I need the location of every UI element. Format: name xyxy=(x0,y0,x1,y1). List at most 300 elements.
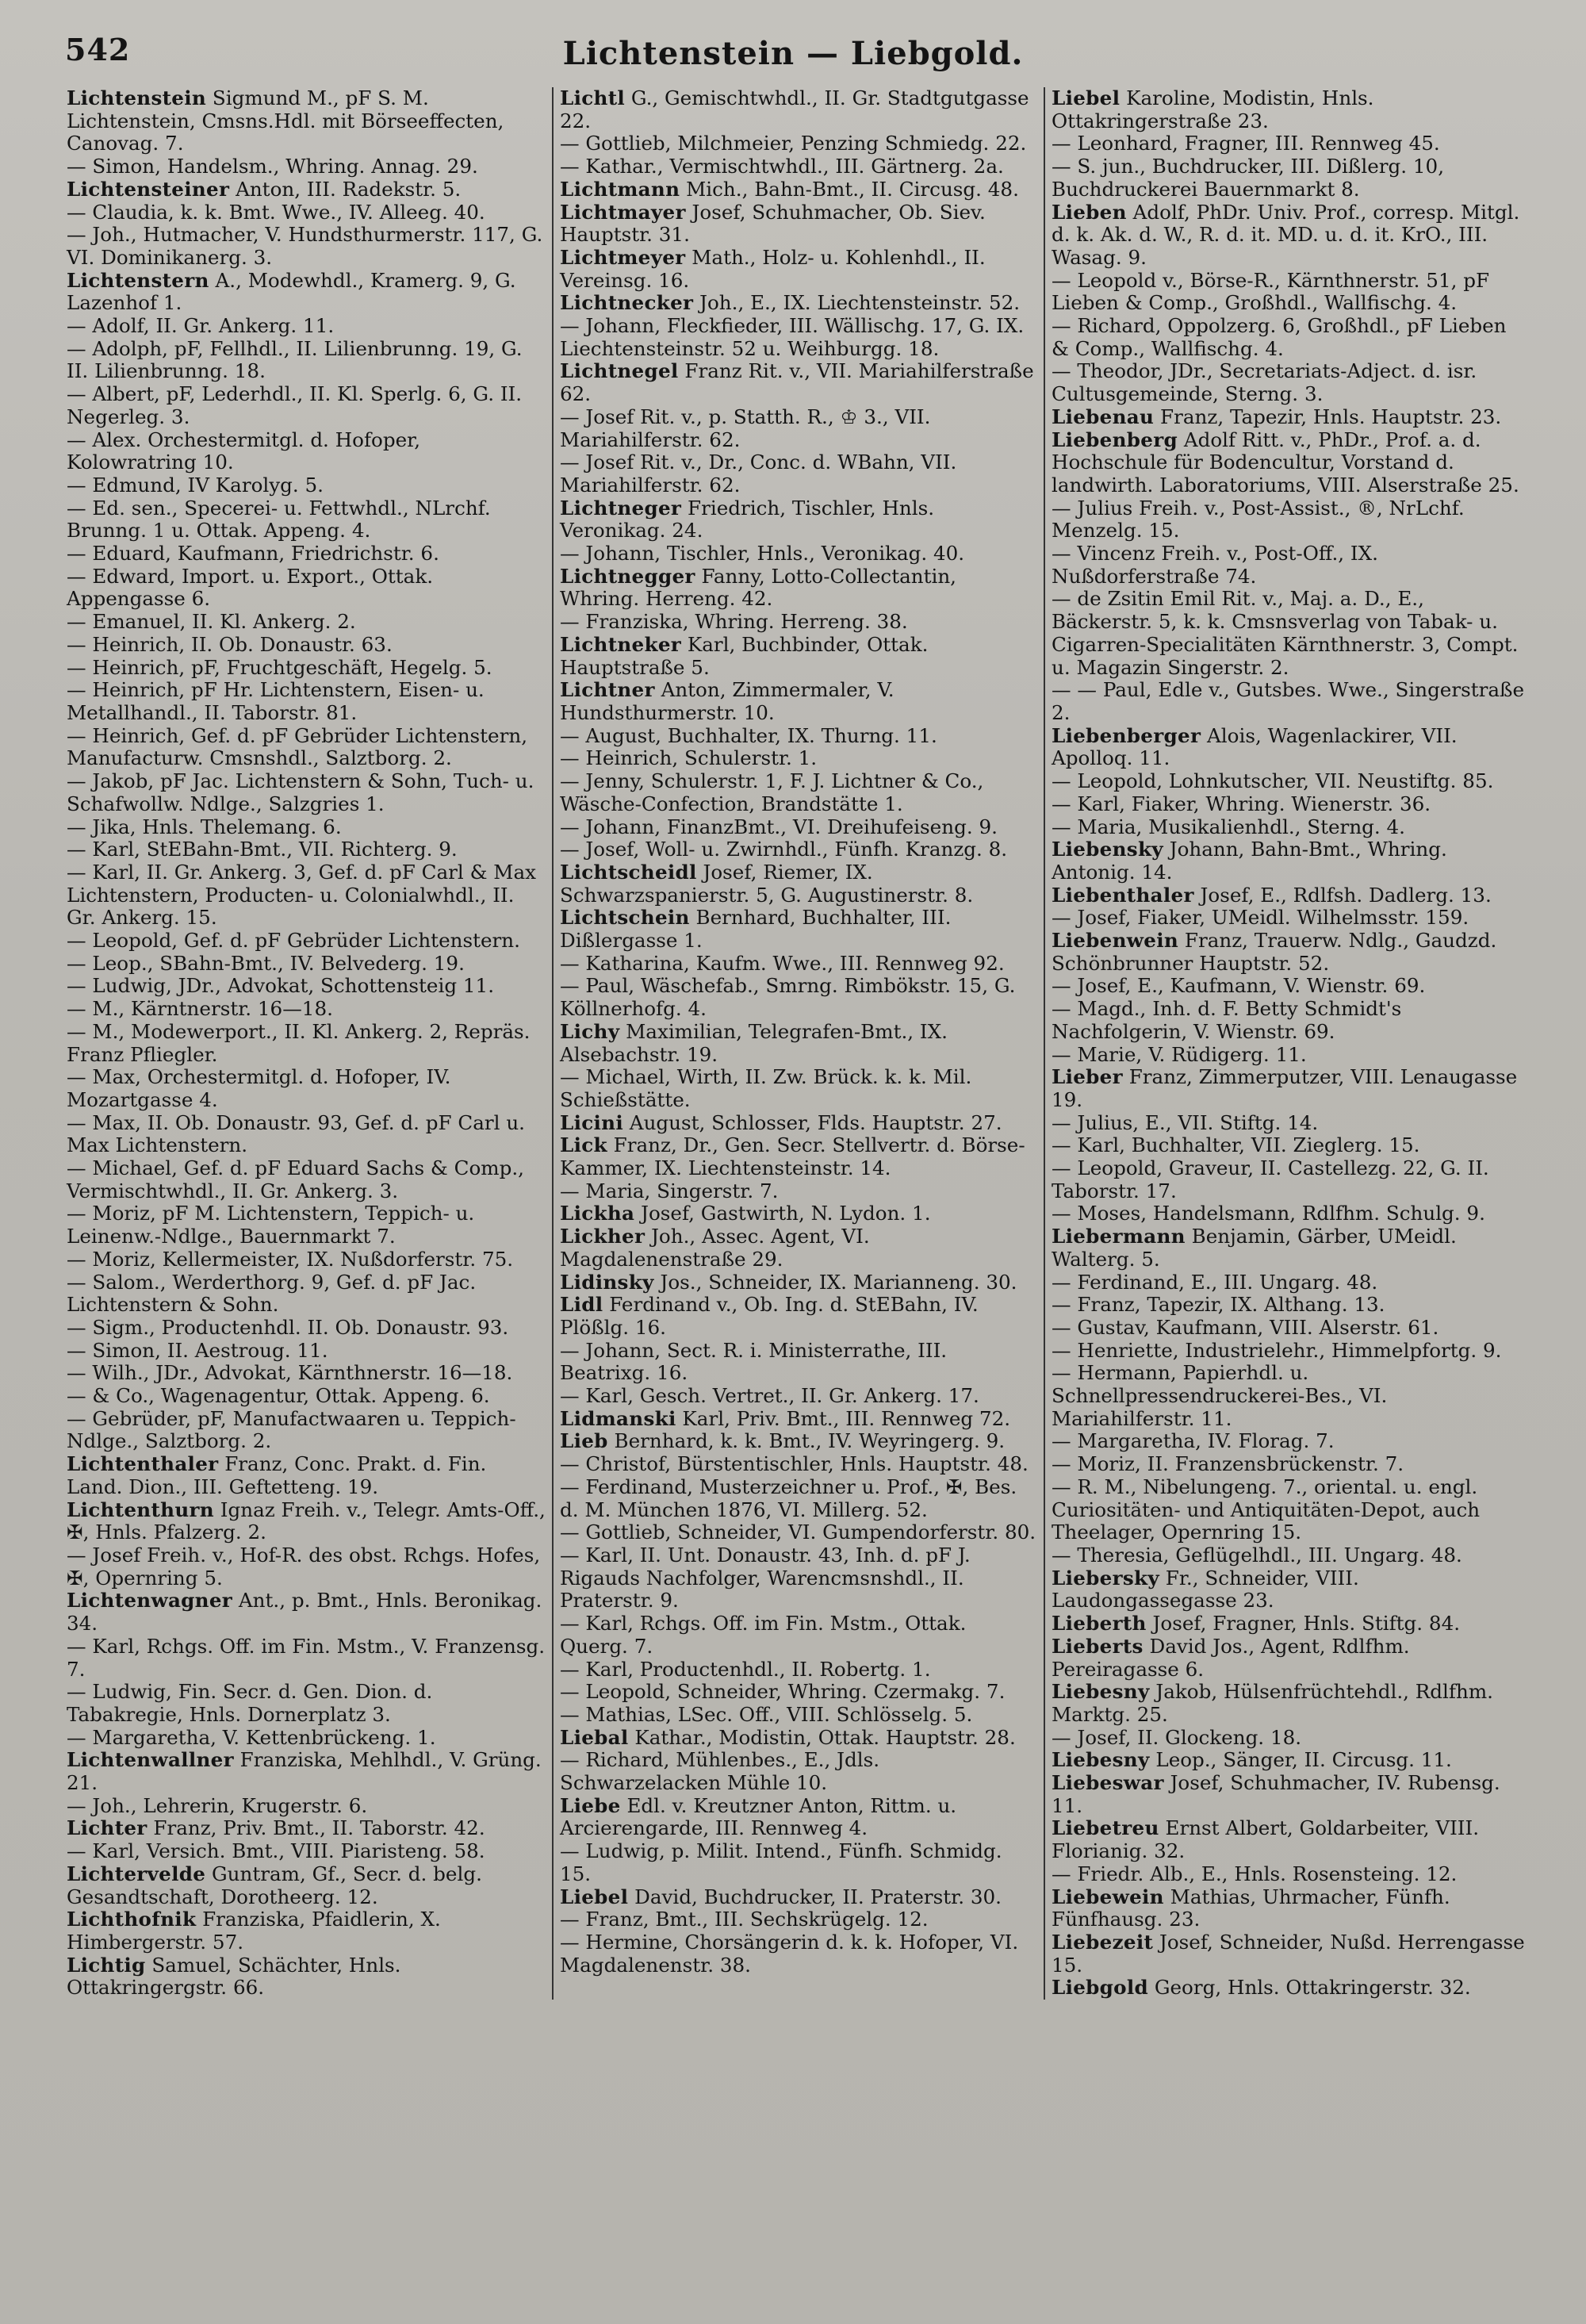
directory-entry xyxy=(560,155,1037,178)
entry-text: Franz Rit. v., VII. Mariahilferstraße 62. xyxy=(560,359,1034,406)
directory-entry xyxy=(1052,1567,1529,1613)
directory-entry xyxy=(67,634,546,657)
directory-entry xyxy=(1052,1112,1529,1135)
directory-entry xyxy=(67,1795,546,1818)
entry-text: — M., Modewerport., II. Kl. Ankerg. 2, Repräs. Franz Pfliegler. xyxy=(67,1019,531,1066)
entry-text: Josef, Riemer, IX. Schwarzspanierstr. 5, G. Augustinerstr. 8. xyxy=(560,860,974,907)
entry-headword: Liebesny xyxy=(1052,1748,1150,1772)
directory-entry xyxy=(560,1134,1037,1179)
entry-headword: Liebezeit xyxy=(1052,1930,1154,1954)
directory-entry xyxy=(67,770,546,815)
entry-text: — Heinrich, pF Hr. Lichtenstern, Eisen- u. Metallhandl., II. Taborstr. 81. xyxy=(67,678,485,724)
entry-headword: Lieb xyxy=(560,1429,608,1453)
entry-headword: Lichtnegel xyxy=(560,359,679,383)
entry-text: — Maria, Musikalienhdl., Sterng. 4. xyxy=(1052,815,1406,838)
entry-text: — Vincenz Freih. v., Post-Off., IX. Nußdorferstraße 74. xyxy=(1052,542,1378,588)
entry-text: Edl. v. Kreutzner Anton, Rittm. u. Arcierengarde, III. Rennweg 4. xyxy=(560,1793,957,1840)
directory-entry xyxy=(560,360,1037,405)
entry-text: — Ferdinand, E., III. Ungarg. 48. xyxy=(1052,1270,1378,1294)
directory-entry xyxy=(560,1271,1037,1294)
directory-entry xyxy=(67,1021,546,1066)
entry-text: — Gustav, Kaufmann, VIII. Alserstr. 61. xyxy=(1052,1315,1439,1339)
entry-headword: Lichtig xyxy=(67,1953,146,1977)
directory-entry xyxy=(1052,1863,1529,1886)
directory-entry xyxy=(1052,1294,1529,1317)
entry-text: Joh., Assec. Agent, VI. Magdalenenstraße 29. xyxy=(560,1225,870,1271)
directory-entry xyxy=(560,1066,1037,1111)
entry-headword: Lichtscheidl xyxy=(560,860,697,884)
entry-text: — Moriz, pF M. Lichtenstern, Teppich- u. Leinenw.-Ndlge., Bauernmarkt 7. xyxy=(67,1202,475,1248)
directory-entry xyxy=(560,132,1037,155)
directory-entry xyxy=(67,543,546,566)
entry-text: — Karl, Buchhalter, VII. Zieglerg. 15. xyxy=(1052,1133,1420,1157)
directory-entry xyxy=(1052,1202,1529,1225)
directory-entry xyxy=(560,1476,1037,1521)
entry-text: — Heinrich, pF, Fruchtgeschäft, Hegelg. 5. xyxy=(67,655,492,679)
entry-headword: Lick xyxy=(560,1133,607,1157)
entry-text: August, Schlosser, Flds. Hauptstr. 27. xyxy=(623,1110,1002,1134)
directory-entry xyxy=(1052,1681,1529,1726)
entry-text: — Ludwig, p. Milit. Intend., Fünfh. Schmidg. 15. xyxy=(560,1839,1002,1885)
entry-text: — Edmund, IV Karolyg. 5. xyxy=(67,473,324,497)
directory-entry xyxy=(1052,543,1529,588)
entry-text: Franziska, Pfaidlerin, X. Himbergerstr. 57. xyxy=(67,1908,441,1954)
entry-text: — Johann, Tischler, Hnls., Veronikag. 40. xyxy=(560,542,965,566)
directory-entry xyxy=(560,770,1037,815)
directory-entry xyxy=(560,497,1037,543)
directory-entry xyxy=(1052,725,1529,770)
entry-text: — Leopold v., Börse-R., Kärnthnerstr. 51, pF Lieben & Comp., Großhdl., Wallfischg. 4. xyxy=(1052,268,1490,315)
directory-entry xyxy=(67,1590,546,1635)
entry-headword: Liebenberger xyxy=(1052,723,1201,747)
directory-entry xyxy=(1052,315,1529,360)
entry-text: Sigmund M., pF S. M. Lichtenstein, Cmsns.Hdl. mit Börseeffecten, Canovag. 7. xyxy=(67,86,504,155)
entry-text: — Josef, II. Glockeng. 18. xyxy=(1052,1725,1302,1749)
entry-text: — Karl, Versich. Bmt., VIII. Piaristeng. 58. xyxy=(67,1839,485,1863)
directory-entry xyxy=(67,474,546,497)
entry-text: Josef, Schuhmacher, IV. Rubensg. 11. xyxy=(1052,1771,1500,1817)
entry-text: Josef, Schuhmacher, Ob. Siev. Hauptstr. 31. xyxy=(560,200,986,247)
directory-entry xyxy=(560,292,1037,315)
directory-entry xyxy=(67,1749,546,1794)
entry-headword: Lichtschein xyxy=(560,906,690,930)
entry-text: — Leonhard, Fragner, III. Rennweg 45. xyxy=(1052,132,1440,155)
entry-text: — Karl, II. Unt. Donaustr. 43, Inh. d. pF J. Rigauds Nachfolger, Warencmsnshdl., II. Praterstr. 9. xyxy=(560,1544,971,1613)
entry-text: Samuel, Schächter, Hnls. Ottakringergstr. 66. xyxy=(67,1953,401,2000)
entry-text: — Gebrüder, pF, Manufactwaaren u. Teppich-Ndlge., Salztborg. 2. xyxy=(67,1406,516,1453)
entry-text: — Julius Freih. v., Post-Assist., ®, NrLchf. Menzelg. 15. xyxy=(1052,496,1465,543)
entry-text: Ernst Albert, Goldarbeiter, VIII. Florianig. 32. xyxy=(1052,1816,1480,1863)
entry-text: — Albert, pF, Lederhdl., II. Kl. Sperlg. 6, G. II. Negerleg. 3. xyxy=(67,382,523,428)
entry-text: — Karl, Fiaker, Whring. Wienerstr. 36. xyxy=(1052,792,1431,815)
entry-headword: Lichthofnik xyxy=(67,1908,197,1931)
directory-entry xyxy=(560,1544,1037,1613)
directory-entry xyxy=(1052,998,1529,1043)
entry-headword: Lidl xyxy=(560,1293,603,1317)
entry-text: — Sigm., Productenhdl. II. Ob. Donaustr. 93. xyxy=(67,1315,509,1339)
entry-text: Fanny, Lotto-Collectantin, Whring. Herreng. 42. xyxy=(560,564,956,611)
directory-entry xyxy=(67,338,546,383)
directory-entry xyxy=(67,1362,546,1385)
directory-entry xyxy=(560,1180,1037,1203)
entry-text: — Claudia, k. k. Bmt. Wwe., IV. Alleeg. 40. xyxy=(67,200,485,224)
entry-text: — Josef, Woll- u. Zwirnhdl., Fünfh. Kranzg. 8. xyxy=(560,838,1008,861)
entry-text: — Gottlieb, Milchmeier, Penzing Schmiedg. 22. xyxy=(560,132,1027,155)
directory-entry xyxy=(560,543,1037,566)
entry-text: — Michael, Gef. d. pF Eduard Sachs & Comp., Vermischtwhdl., II. Gr. Ankerg. 3. xyxy=(67,1156,524,1202)
entry-text: — Adolph, pF, Fellhdl., II. Lilienbrunng. 19, G. II. Lilienbrunng. 18. xyxy=(67,336,523,383)
entry-text: — Karl, II. Gr. Ankerg. 3, Gef. d. pF Carl & Max Lichtenstern, Producten- u. Colonialwhdl., II. Gr. Ankerg. 15. xyxy=(67,860,536,930)
entry-text: — Simon, II. Aestroug. 11. xyxy=(67,1338,328,1362)
entry-headword: Lidinsky xyxy=(560,1270,654,1294)
entry-text: — Jakob, pF Jac. Lichtenstern & Sohn, Tuch- u. Schafwollw. Ndlge., Salzgries 1. xyxy=(67,769,534,815)
directory-entry xyxy=(560,611,1037,634)
entry-text: — S. jun., Buchdrucker, III. Dißlerg. 10, Buchdruckerei Bauernmarkt 8. xyxy=(1052,155,1445,201)
entry-headword: Lichtenwallner xyxy=(67,1748,234,1772)
directory-entry xyxy=(560,747,1037,770)
column-2 xyxy=(552,87,1044,2000)
directory-entry xyxy=(560,1408,1037,1431)
entry-text: Georg, Hnls. Ottakringerstr. 32. xyxy=(1148,1976,1471,2000)
directory-entry xyxy=(67,429,546,474)
entry-text: — Heinrich, Gef. d. pF Gebrüder Lichtenstern, Manufacturw. Cmsnshdl., Salztborg. 2. xyxy=(67,723,528,770)
entry-text: Josef, E., Rdlfsh. Dadlerg. 13. xyxy=(1193,883,1492,907)
directory-entry xyxy=(67,1385,546,1408)
directory-entry xyxy=(560,1613,1037,1658)
directory-entry xyxy=(1052,1362,1529,1430)
directory-entry xyxy=(1052,1544,1529,1567)
entry-text: — Mathias, LSec. Off., VIII. Schlösselg. 5. xyxy=(560,1702,973,1726)
page-title: Lichtenstein — Liebgold. xyxy=(562,35,1024,72)
entry-text: — Michael, Wirth, II. Zw. Brück. k. k. Mil. Schießstätte. xyxy=(560,1065,972,1111)
directory-entry xyxy=(1052,907,1529,930)
entry-text: — Jenny, Schulerstr. 1, F. J. Lichtner & Co., Wäsche-Confection, Brandstätte 1. xyxy=(560,769,984,815)
entry-headword: Lichtenstern xyxy=(67,268,209,292)
directory-entry xyxy=(560,201,1037,247)
directory-entry xyxy=(560,816,1037,839)
entry-text: — Ludwig, Fin. Secr. d. Gen. Dion. d. Tabakregie, Hnls. Dornerplatz 3. xyxy=(67,1680,433,1726)
entry-headword: Lichtner xyxy=(560,678,655,702)
directory-entry xyxy=(67,725,546,770)
directory-entry xyxy=(1052,1340,1529,1363)
entry-text: Franz, Dr., Gen. Secr. Stellvertr. d. Börse-Kammer, IX. Liechtensteinstr. 14. xyxy=(560,1133,1025,1180)
directory-entry xyxy=(1052,1044,1529,1067)
directory-entry xyxy=(67,1681,546,1726)
entry-text: — Paul, Wäschefab., Smrng. Rimbökstr. 15, G. Köllnerhofg. 4. xyxy=(560,974,1016,1021)
directory-entry xyxy=(67,1499,546,1544)
directory-entry xyxy=(1052,201,1529,270)
entry-headword: Lichtmann xyxy=(560,177,680,201)
directory-entry xyxy=(67,1066,546,1111)
directory-entry xyxy=(67,998,546,1021)
entry-headword: Liebeswar xyxy=(1052,1771,1164,1795)
entry-headword: Lichtneker xyxy=(560,632,682,656)
directory-entry xyxy=(560,1704,1037,1727)
entry-text: Franz, Priv. Bmt., II. Taborstr. 42. xyxy=(147,1816,485,1840)
entry-text: — de Zsitin Emil Rit. v., Maj. a. D., E., Bäckerstr. 5, k. k. Cmsnsverlag von Tabak- u. Cigarren-Specialitäten Kärnthnerstr. 3, Compt. u. Magazin Singerstr. 2. xyxy=(1052,587,1519,679)
directory-entry xyxy=(67,1817,546,1840)
entry-text: — Johann, Fleckfieder, III. Wällischg. 17, G. IX. Liechtensteinstr. 52 u. Weihburgg. 18. xyxy=(560,314,1025,360)
entry-text: — Joh., Lehrerin, Krugerstr. 6. xyxy=(67,1793,368,1817)
entry-headword: Liebel xyxy=(1052,86,1121,109)
directory-entry xyxy=(560,1340,1037,1385)
directory-entry xyxy=(1052,975,1529,998)
entry-text: Math., Holz- u. Kohlenhdl., II. Vereinsg. 16. xyxy=(560,245,986,292)
directory-entry xyxy=(67,1863,546,1908)
directory-entry xyxy=(67,383,546,428)
directory-entry xyxy=(1052,1931,1529,1977)
directory-entry xyxy=(67,1840,546,1863)
entry-headword: Lieber xyxy=(1052,1065,1123,1089)
entry-text: — Leopold, Gef. d. pF Gebrüder Lichtenstern. xyxy=(67,929,520,953)
entry-text: — Richard, Oppolzerg. 6, Großhdl., pF Lieben & Comp., Wallfischg. 4. xyxy=(1052,314,1507,360)
directory-entry xyxy=(67,1340,546,1363)
directory-entry xyxy=(67,1157,546,1202)
entry-text: Ant., p. Bmt., Hnls. Beronikag. 34. xyxy=(67,1589,542,1636)
entry-text: — Eduard, Kaufmann, Friedrichstr. 6. xyxy=(67,542,439,566)
entry-text: Franz, Trauerw. Ndlg., Gaudzd. Schönbrunner Hauptstr. 52. xyxy=(1052,929,1497,975)
directory-entry xyxy=(67,566,546,611)
directory-entry xyxy=(560,1225,1037,1271)
directory-entry xyxy=(1052,360,1529,405)
entry-text: — Moriz, Kellermeister, IX. Nußdorferstr. 75. xyxy=(67,1247,514,1271)
entry-text: — Ferdinand, Musterzeichner u. Prof., ✠, Bes. d. M. München 1876, VI. Millerg. 52. xyxy=(560,1475,1017,1521)
directory-entry xyxy=(67,861,546,930)
entry-text: — August, Buchhalter, IX. Thurng. 11. xyxy=(560,723,937,747)
directory-entry xyxy=(1052,1817,1529,1862)
entry-headword: Lichter xyxy=(67,1816,147,1840)
entry-text: — Adolf, II. Gr. Ankerg. 11. xyxy=(67,314,335,338)
entry-text: Benjamin, Gärber, UMeidl. Walterg. 5. xyxy=(1052,1225,1457,1271)
directory-entry xyxy=(560,1886,1037,1909)
entry-text: Alois, Wagenlackirer, VII. Apolloq. 11. xyxy=(1052,723,1458,770)
entry-headword: Lichtnegger xyxy=(560,564,695,588)
directory-entry xyxy=(560,1521,1037,1544)
entry-text: — Edward, Import. u. Export., Ottak. Appengasse 6. xyxy=(67,564,434,611)
entry-text: — Moses, Handelsmann, Rdlfhm. Schulg. 9. xyxy=(1052,1202,1485,1225)
directory-entry xyxy=(67,1727,546,1750)
entry-text: Ferdinand v., Ob. Ing. d. StEBahn, IV. Plößlg. 16. xyxy=(560,1293,979,1339)
entry-text: — Emanuel, II. Kl. Ankerg. 2. xyxy=(67,610,356,634)
entry-text: — Wilh., JDr., Advokat, Kärnthnerstr. 16—18. xyxy=(67,1361,513,1385)
directory-entry xyxy=(67,1271,546,1317)
entry-text: — Heinrich, Schulerstr. 1. xyxy=(560,746,818,770)
directory-entry xyxy=(560,1659,1037,1682)
entry-headword: Lichtmayer xyxy=(560,200,686,224)
directory-entry xyxy=(67,1112,546,1157)
directory-entry xyxy=(1052,1727,1529,1750)
entry-text: Franz, Conc. Prakt. d. Fin. Land. Dion., III. Geftetteng. 19. xyxy=(67,1452,487,1498)
directory-entry xyxy=(1052,429,1529,497)
entry-headword: Lichtenwagner xyxy=(67,1589,233,1613)
entry-text: — Magd., Inh. d. F. Betty Schmidt's Nachfolgerin, V. Wienstr. 69. xyxy=(1052,997,1402,1043)
entry-text: Johann, Bahn-Bmt., Whring. Antonig. 14. xyxy=(1052,838,1447,884)
entry-text: — Simon, Handelsm., Whring. Annag. 29. xyxy=(67,155,478,178)
entry-text: — Leopold, Graveur, II. Castellezg. 22, G. II. Taborstr. 17. xyxy=(1052,1156,1489,1202)
entry-text: — Leop., SBahn-Bmt., IV. Belvederg. 19. xyxy=(67,951,465,975)
directory-entry xyxy=(67,155,546,178)
entry-text: Josef, Fragner, Hnls. Stiftg. 84. xyxy=(1146,1612,1461,1636)
directory-entry xyxy=(560,975,1037,1020)
directory-entry xyxy=(67,679,546,724)
entry-text: — Johann, Sect. R. i. Ministerrathe, III. Beatrixg. 16. xyxy=(560,1338,948,1385)
directory-entry xyxy=(67,87,546,155)
entry-text: Karl, Buchbinder, Ottak. Hauptstraße 5. xyxy=(560,632,929,679)
entry-headword: Lidmanski xyxy=(560,1406,676,1430)
entry-text: — Hermine, Chorsängerin d. k. k. Hofoper, VI. Magdalenenstr. 38. xyxy=(560,1930,1019,1977)
entry-headword: Liebe xyxy=(560,1793,621,1817)
entry-text: — Leopold, Schneider, Whring. Czermakg. 7. xyxy=(560,1680,1006,1704)
directory-entry xyxy=(1052,588,1529,679)
entry-text: — Johann, FinanzBmt., VI. Dreihufeiseng. 9. xyxy=(560,815,998,838)
entry-text: Franz, Zimmerputzer, VIII. Lenaugasse 19. xyxy=(1052,1065,1518,1111)
directory-entry xyxy=(1052,793,1529,816)
entry-text: — M., Kärntnerstr. 16—18. xyxy=(67,997,333,1021)
entry-text: Karoline, Modistin, Hnls. Ottakringerstraße 23. xyxy=(1052,86,1374,132)
entry-text: Mich., Bahn-Bmt., II. Circusg. 48. xyxy=(680,177,1019,201)
entry-headword: Lieberth xyxy=(1052,1612,1147,1636)
directory-entry xyxy=(67,497,546,543)
directory-entry xyxy=(560,1202,1037,1225)
directory-entry xyxy=(67,178,546,201)
directory-entry xyxy=(67,953,546,976)
entry-text: Josef, Gastwirth, N. Lydon. 1. xyxy=(634,1202,931,1225)
entry-text: — R. M., Nibelungeng. 7., oriental. u. engl. Curiositäten- und Antiquitäten-Depot, auch Theelager, Opernring 15. xyxy=(1052,1475,1481,1544)
directory-entry xyxy=(1052,1157,1529,1202)
directory-entry xyxy=(560,87,1037,132)
entry-headword: Liebensky xyxy=(1052,838,1163,861)
entry-text: Adolf Ritt. v., PhDr., Prof. a. d. Hochschule für Bodencultur, Vorstand d. landwirth. Laboratoriums, VIII. Alserstraße 25. xyxy=(1052,428,1519,497)
entry-text: Anton, Zimmermaler, V. Hundsthurmerstr. 10. xyxy=(560,678,895,724)
entry-text: — Franziska, Whring. Herreng. 38. xyxy=(560,610,908,634)
entry-text: Mathias, Uhrmacher, Fünfh. Fünfhausg. 23. xyxy=(1052,1885,1450,1931)
directory-entry xyxy=(1052,270,1529,315)
entry-text: — — Paul, Edle v., Gutsbes. Wwe., Singerstraße 2. xyxy=(1052,678,1525,724)
columns-container xyxy=(60,87,1551,2000)
entry-text: Karl, Priv. Bmt., III. Rennweg 72. xyxy=(676,1406,1011,1430)
directory-entry xyxy=(1052,1613,1529,1636)
entry-text: — Margaretha, V. Kettenbrückeng. 1. xyxy=(67,1725,436,1749)
directory-entry xyxy=(560,1112,1037,1135)
entry-headword: Lichtneger xyxy=(560,496,682,520)
entry-headword: Lichtenthurn xyxy=(67,1498,214,1521)
directory-entry xyxy=(67,816,546,839)
directory-entry xyxy=(67,1248,546,1271)
directory-entry xyxy=(67,657,546,680)
entry-headword: Lichy xyxy=(560,1019,620,1043)
entry-text: Adolf, PhDr. Univ. Prof., corresp. Mitgl. d. k. Ak. d. W., R. d. it. MD. u. d. it. KrO., III. Wasag. 9. xyxy=(1052,200,1520,269)
directory-entry xyxy=(560,1294,1037,1339)
entry-text: — Karl, Gesch. Vertret., II. Gr. Ankerg. 17. xyxy=(560,1384,979,1408)
directory-entry xyxy=(67,930,546,953)
entry-headword: Lichtenstein xyxy=(67,86,207,109)
entry-headword: Liebetreu xyxy=(1052,1816,1159,1840)
entry-text: David, Buchdrucker, II. Praterstr. 30. xyxy=(628,1885,1002,1908)
directory-entry xyxy=(560,1727,1037,1750)
entry-headword: Lichtensteiner xyxy=(67,177,230,201)
entry-text: — Leopold, Lohnkutscher, VII. Neustiftg. 85. xyxy=(1052,769,1494,793)
entry-text: — Alex. Orchestermitgl. d. Hofoper, Kolowratring 10. xyxy=(67,428,421,474)
entry-text: — Maria, Singerstr. 7. xyxy=(560,1179,779,1202)
directory-entry xyxy=(1052,1636,1529,1681)
entry-text: — Max, Orchestermitgl. d. Hofoper, IV. Mozartgasse 4. xyxy=(67,1065,451,1111)
entry-text: Jos., Schneider, IX. Marianneng. 30. xyxy=(653,1270,1017,1294)
directory-entry xyxy=(560,1749,1037,1794)
directory-entry xyxy=(1052,1317,1529,1340)
entry-text: — Jika, Hnls. Thelemang. 6. xyxy=(67,815,342,838)
entry-text: — Friedr. Alb., E., Hnls. Rosensteing. 12. xyxy=(1052,1862,1458,1885)
entry-headword: Lieben xyxy=(1052,200,1127,224)
directory-entry xyxy=(1052,1430,1529,1453)
entry-text: — Josef Rit. v., Dr., Conc. d. WBahn, VII. Mariahilferstr. 62. xyxy=(560,451,957,497)
directory-entry xyxy=(560,725,1037,748)
directory-entry xyxy=(1052,1476,1529,1544)
directory-entry xyxy=(560,1681,1037,1704)
directory-entry xyxy=(67,1954,546,2000)
entry-headword: Lichtl xyxy=(560,86,625,109)
entry-text: — Karl, Productenhdl., II. Robertg. 1. xyxy=(560,1657,931,1681)
entry-headword: Liebermann xyxy=(1052,1225,1186,1248)
entry-text: Bernhard, Buchhalter, III. Dißlergasse 1. xyxy=(560,906,952,953)
directory-entry xyxy=(560,679,1037,724)
directory-entry xyxy=(67,838,546,861)
entry-text: — Kathar., Vermischtwhdl., III. Gärtnerg. 2a. xyxy=(560,155,1004,178)
directory-entry xyxy=(67,1636,546,1681)
entry-headword: Lickher xyxy=(560,1225,646,1248)
directory-entry xyxy=(1052,1977,1529,2000)
entry-headword: Liebersky xyxy=(1052,1566,1159,1590)
entry-text: Franziska, Mehlhdl., V. Grüng. 21. xyxy=(67,1748,542,1795)
directory-entry xyxy=(1052,1886,1529,1931)
directory-entry xyxy=(67,224,546,269)
entry-text: — Heinrich, II. Ob. Donaustr. 63. xyxy=(67,632,393,656)
directory-entry xyxy=(560,953,1037,976)
directory-entry xyxy=(560,861,1037,907)
directory-entry xyxy=(1052,406,1529,429)
entry-headword: Liebenwein xyxy=(1052,929,1179,953)
directory-entry xyxy=(67,1317,546,1340)
entry-text: — Salom., Werderthorg. 9, Gef. d. pF Jac. Lichtenstern & Sohn. xyxy=(67,1270,477,1317)
entry-text: — Josef, E., Kaufmann, V. Wienstr. 69. xyxy=(1052,974,1426,998)
directory-entry xyxy=(560,1021,1037,1066)
directory-entry xyxy=(1052,838,1529,884)
entry-headword: Liebgold xyxy=(1052,1976,1149,2000)
directory-entry xyxy=(67,1202,546,1248)
directory-entry xyxy=(560,315,1037,360)
directory-entry xyxy=(67,1408,546,1453)
entry-text: — Theresia, Geflügelhdl., III. Ungarg. 48. xyxy=(1052,1544,1462,1567)
directory-entry xyxy=(1052,816,1529,839)
directory-entry xyxy=(560,838,1037,861)
directory-entry xyxy=(1052,87,1529,132)
entry-text: — Katharina, Kaufm. Wwe., III. Rennweg 92. xyxy=(560,951,1005,975)
directory-entry xyxy=(1052,884,1529,907)
entry-headword: Lieberts xyxy=(1052,1634,1144,1658)
entry-headword: Lichtnecker xyxy=(560,291,694,315)
entry-text: A., Modewhdl., Kramerg. 9, G. Lazenhof 1. xyxy=(67,268,516,315)
entry-text: — Ludwig, JDr., Advokat, Schottensteig 11. xyxy=(67,974,495,998)
entry-text: — Franz, Bmt., III. Sechskrügelg. 12. xyxy=(560,1908,929,1931)
directory-entry xyxy=(560,247,1037,292)
column-1 xyxy=(60,87,552,2000)
directory-entry xyxy=(67,315,546,338)
entry-text: Guntram, Gf., Secr. d. belg. Gesandtschaft, Dorotheerg. 12. xyxy=(67,1862,482,1908)
entry-text: — Karl, Rchgs. Off. im Fin. Mstm., Ottak. Querg. 7. xyxy=(560,1612,967,1658)
entry-headword: Liebal xyxy=(560,1725,629,1749)
directory-entry xyxy=(1052,1134,1529,1157)
directory-entry xyxy=(1052,679,1529,724)
entry-text: — Josef, Fiaker, UMeidl. Wilhelmsstr. 159. xyxy=(1052,906,1469,930)
